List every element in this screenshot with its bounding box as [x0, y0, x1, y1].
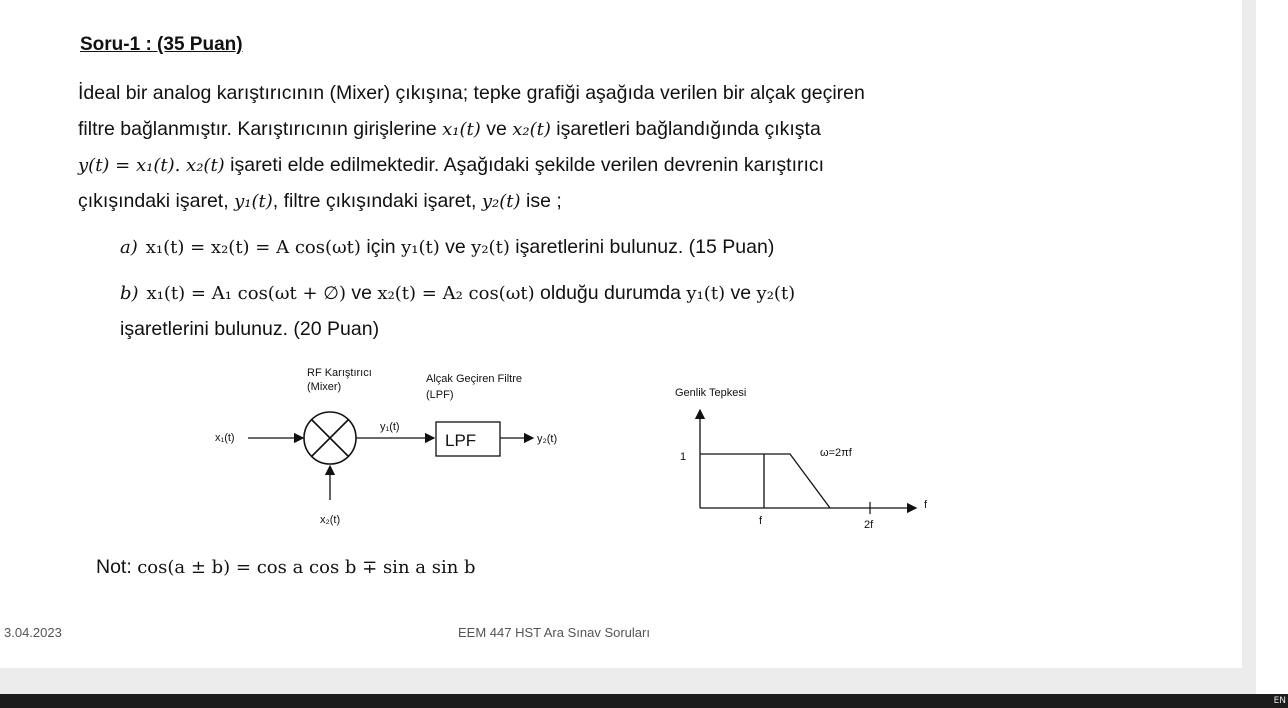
y-value-one: 1 — [680, 451, 687, 463]
math-y2: y₂(t) — [756, 283, 796, 304]
item-text: işaretlerini bulunuz. (15 Puan) — [509, 236, 775, 258]
language-indicator[interactable]: EN — [1273, 696, 1286, 706]
paragraph-text: , filtre çıkışındaki işaret, — [272, 190, 482, 212]
paragraph-text: ise ; — [520, 190, 562, 212]
paragraph-line-1 — [78, 82, 865, 105]
mixer-lpf-diagram — [200, 360, 580, 540]
item-b-line-2: işaretlerini bulunuz. (20 Puan) — [120, 318, 380, 340]
item-label: b) — [120, 283, 139, 304]
math-y1: y₁(t) — [401, 237, 440, 258]
paragraph-text: ve — [480, 118, 513, 140]
f-axis-label: f — [924, 499, 928, 511]
amplitude-response-graph — [660, 380, 950, 540]
right-panel — [1256, 0, 1288, 696]
math-y2: y₂(t) — [471, 237, 510, 258]
paragraph-text: işaretleri bağlandığında çıkışta — [550, 118, 821, 140]
paragraph-line-2 — [78, 118, 821, 141]
x2-label: x₂(t) — [320, 514, 341, 526]
math-equation: x₂(t) = A₂ cos(ωt) — [377, 283, 535, 304]
lpf-title: Alçak Geçiren Filtre — [426, 373, 522, 385]
item-text: ve — [725, 282, 757, 304]
item-text: olduğu durumda — [534, 282, 687, 304]
item-text: ve — [345, 282, 378, 304]
y1-label: y₁(t) — [380, 421, 400, 433]
taskbar — [0, 694, 1288, 708]
note — [96, 556, 476, 579]
paragraph-line-3 — [78, 154, 824, 177]
item-text: için — [360, 236, 402, 258]
math-x2: x₂(t) — [512, 119, 551, 140]
omega-label: ω=2πf — [820, 447, 852, 459]
graph-title: Genlik Tepkesi — [675, 387, 747, 399]
item-text: ve — [439, 236, 472, 258]
item-label: a) — [120, 237, 138, 258]
paragraph-text: işareti elde edilmektedir. Aşağıdaki şekilde verilen devrenin karıştırıcı — [224, 154, 825, 176]
paragraph-text: İdeal bir analog karıştırıcının (Mixer) çıkışına; tepke grafiği aşağıda verilen bir alçak geçiren — [78, 82, 865, 104]
item-b — [120, 282, 795, 305]
lpf-label: LPF — [445, 431, 477, 450]
footer-date: 3.04.2023 — [4, 625, 62, 640]
x1-label: x₁(t) — [215, 432, 235, 444]
paragraph-line-4 — [78, 190, 562, 213]
math-y2: y₂(t) — [481, 191, 521, 212]
question-heading: Soru-1 : (35 Puan) — [80, 34, 243, 55]
mixer-title: RF Karıştırıcı — [307, 367, 372, 379]
y2-label: y₂(t) — [537, 433, 558, 445]
note-label: Not: — [96, 556, 138, 578]
math-x1: x₁(t) — [442, 119, 481, 140]
item-a — [120, 236, 774, 259]
math-equation: x₁(t) = x₂(t) = A cos(ωt) — [145, 237, 361, 258]
paragraph-text: filtre bağlanmıştır. Karıştırıcının girişlerine — [78, 118, 443, 140]
response-curve — [700, 454, 830, 508]
mixer-symbol — [304, 412, 356, 464]
mixer-subtitle: (Mixer) — [307, 381, 342, 393]
note-formula: cos(a ± b) = cos a cos b ∓ sin a sin b — [137, 557, 476, 578]
math-y1: y₁(t) — [234, 191, 273, 212]
paragraph-text: çıkışındaki işaret, — [78, 190, 235, 212]
2f-tick-label: 2f — [864, 519, 874, 531]
footer-course: EEM 447 HST Ara Sınav Soruları — [458, 625, 650, 640]
f-tick-label: f — [759, 515, 763, 527]
math-equation: x₁(t) = A₁ cos(ωt + ∅) — [146, 283, 346, 304]
math-y1: y₁(t) — [686, 283, 726, 304]
lpf-subtitle: (LPF) — [426, 389, 454, 401]
math-y-equation: y(t) = x₁(t). x₂(t) — [78, 155, 225, 176]
